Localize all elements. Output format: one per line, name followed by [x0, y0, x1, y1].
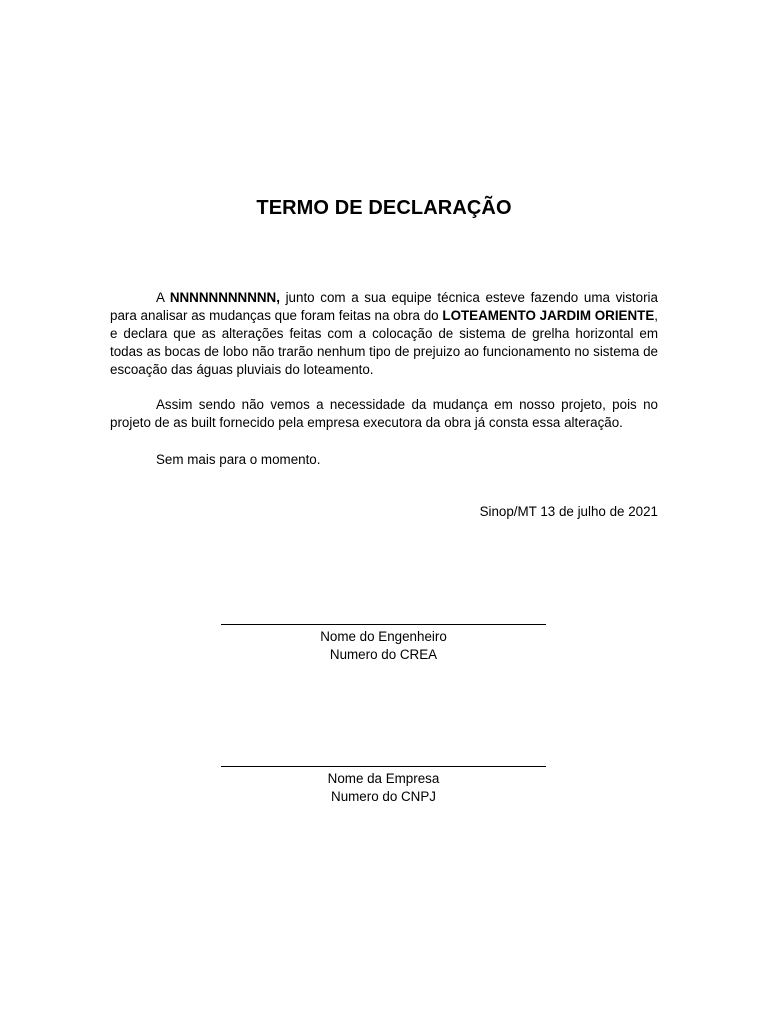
paragraph-text-b: , e declara que as alterações feitas com a colocação de sistema de grelha horizontal em todas as bocas de lobo não trarão nenhum tipo de prejuizo ao funcionamento no sistema de escoação das águas pluviais do loteamento.: [110, 308, 658, 377]
company-name-label: Nome da Empresa: [327, 771, 440, 786]
paragraph-text-a: junto com a sua equipe técnica esteve fazendo uma vistoria para analisar as mudanças que foram feitas na obra do: [110, 290, 658, 323]
paragraph-conclusion: [110, 396, 658, 432]
project-name: LOTEAMENTO JARDIM ORIENTE: [442, 308, 655, 323]
paragraph-intro: A: [156, 290, 170, 305]
document-title: TERMO DE DECLARAÇÃO: [256, 197, 512, 219]
signature-line: [221, 624, 546, 625]
company-placeholder: NNNNNNNNNNN,: [169, 290, 280, 305]
signature-block-company: [221, 766, 546, 806]
signature-block-engineer: [221, 624, 546, 664]
paragraph-closing-text: Sem mais para o momento.: [156, 452, 321, 467]
signature-line: [221, 766, 546, 767]
engineer-crea-label: Numero do CREA: [329, 647, 438, 662]
paragraph-conclusion-text: Assim sendo não vemos a necessidade da mudança em nosso projeto, pois no projeto de as built fornecido pela empresa executora da obra já consta essa alteração.: [110, 397, 658, 430]
engineer-name-label: Nome do Engenheiro: [320, 629, 447, 644]
company-cnpj-label: Numero do CNPJ: [331, 789, 436, 804]
place-date: Sinop/MT 13 de julho de 2021: [479, 504, 658, 519]
paragraph-closing: [110, 451, 658, 469]
paragraph-declaration: [110, 289, 658, 379]
